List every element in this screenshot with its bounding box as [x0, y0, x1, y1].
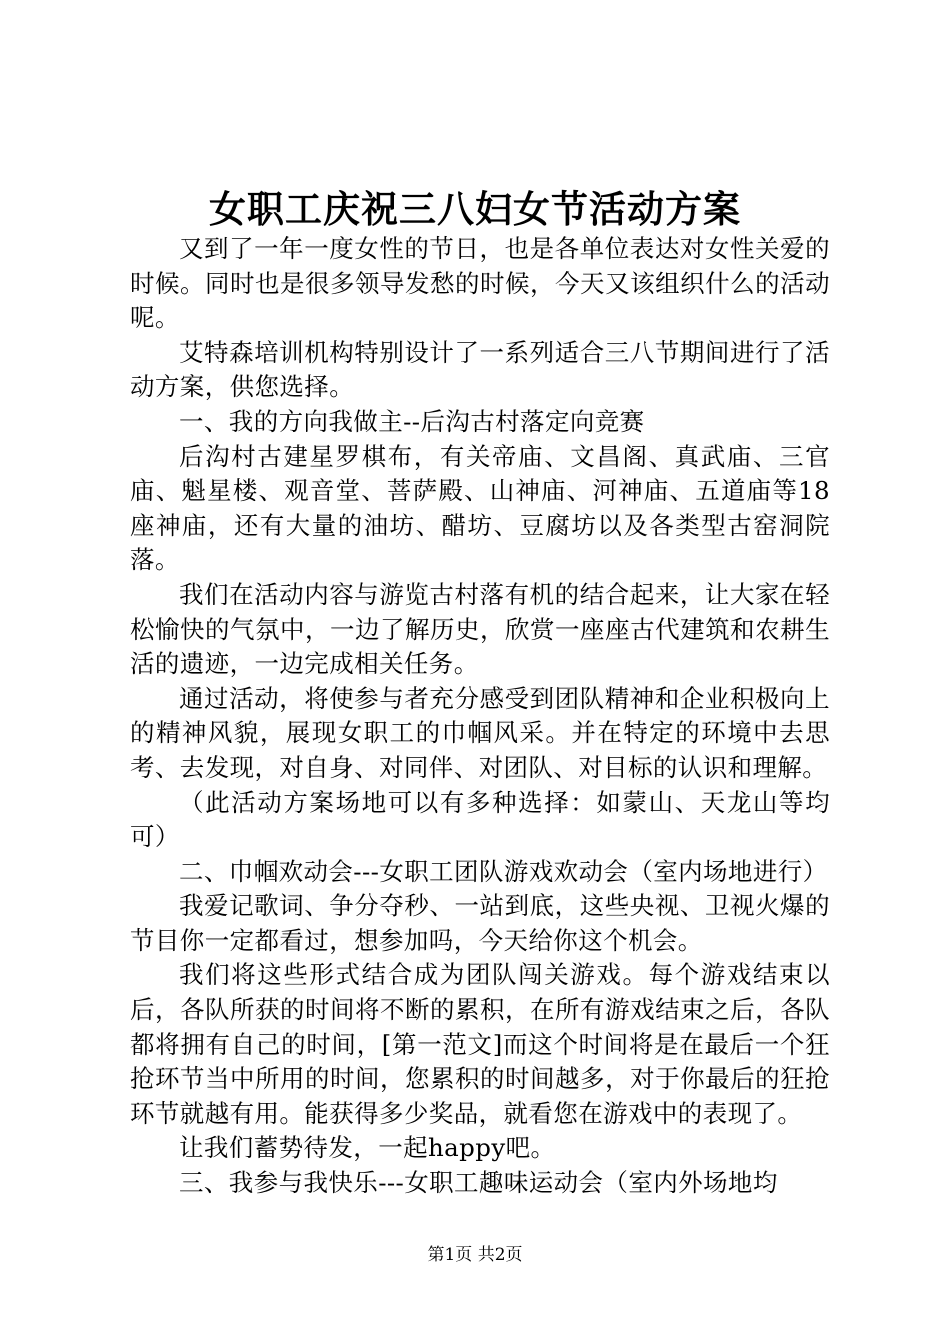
paragraph: （此活动方案场地可以有多种选择：如蒙山、天龙山等均可）	[130, 787, 830, 852]
paragraph: 后沟村古建星罗棋布，有关帝庙、文昌阁、真武庙、三官庙、魁星楼、观音堂、菩萨殿、山神庙、河神庙、五道庙等18座神庙，还有大量的油坊、醋坊、豆腐坊以及各类型古窑洞院落。	[130, 441, 830, 575]
section-heading: 一、我的方向我做主--后沟古村落定向竞赛	[179, 406, 645, 436]
paragraph: 让我们蓄势待发，一起happy吧。	[179, 1133, 556, 1163]
paragraph: 我们将这些形式结合成为团队闯关游戏。每个游戏结束以后，各队所获的时间将不断的累积，在所有游戏结束之后，各队都将拥有自己的时间，[第一范文]而这个时间将是在最后一个狂抢环节当中所用的时间，您累积的时间越多，对于你最后的狂抢环节就越有用。能获得多少奖品，就看您在游戏中的表现了。	[130, 960, 830, 1128]
paragraph: 艾特森培训机构特别设计了一系列适合三八节期间进行了活动方案，供您选择。	[130, 337, 830, 402]
paragraph: 通过活动，将使参与者充分感受到团队精神和企业积极向上的精神风貌，展现女职工的巾帼风采。并在特定的环境中去思考、去发现，对自身、对同伴、对团队、对目标的认识和理解。	[130, 683, 830, 782]
document-title: 女职工庆祝三八妇女节活动方案	[209, 187, 741, 231]
section-heading: 二、巾帼欢动会---女职工团队游戏欢动会（室内场地进行）	[179, 856, 828, 886]
document-body	[130, 232, 830, 1201]
section-heading: 三、我参与我快乐---女职工趣味运动会（室内外场地均	[179, 1168, 778, 1198]
paragraph: 我爱记歌词、争分夺秒、一站到底，这些央视、卫视火爆的节目你一定都看过，想参加吗，今天给你这个机会。	[130, 891, 830, 955]
paragraph: 我们在活动内容与游览古村落有机的结合起来，让大家在轻松愉快的气氛中，一边了解历史，欣赏一座座古代建筑和农耕生活的遗迹，一边完成相关任务。	[130, 579, 830, 679]
paragraph: 又到了一年一度女性的节日，也是各单位表达对女性关爱的时候。同时也是很多领导发愁的时候，今天又该组织什么的活动呢。	[130, 234, 830, 333]
page-footer: 第1页 共2页	[427, 1245, 523, 1265]
